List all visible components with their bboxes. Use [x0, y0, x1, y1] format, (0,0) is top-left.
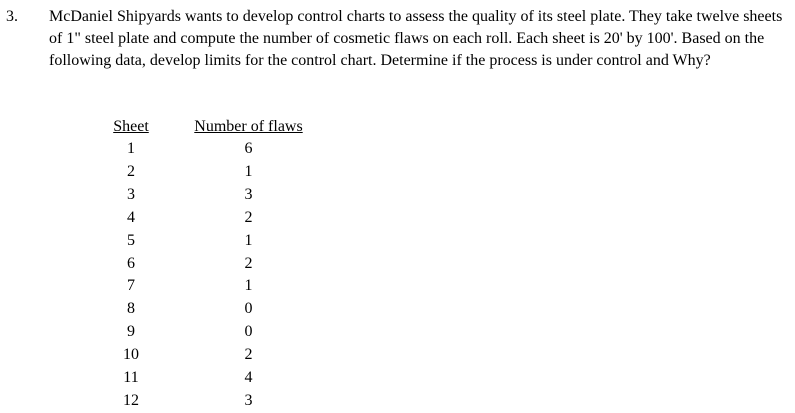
- sheet-cell: 8: [127, 300, 135, 318]
- sheet-cell: 7: [127, 277, 135, 295]
- sheet-cell: 1: [127, 140, 135, 157]
- sheet-column-header: Sheet: [113, 118, 149, 135]
- flaws-cell: 0: [244, 300, 253, 318]
- table-row: [106, 298, 314, 321]
- problem-text: McDaniel Shipyards wants to develop control charts to assess the quality of its steel plate. They take twelve sheets of 1" steel plate and compute the number of cosmetic flaws on each roll. Each sheet is 20' by 100'. Based on the following data, develop limits for the control chart. Determine if the process is under control and Why?: [49, 8, 783, 69]
- flaws-data-table: [106, 116, 314, 413]
- table-row: [106, 344, 314, 367]
- table-body: [106, 138, 314, 413]
- flaws-cell: 2: [244, 208, 253, 226]
- table-row: [106, 390, 314, 413]
- flaws-cell: 1: [244, 277, 253, 295]
- problem-number: 3.: [6, 8, 18, 25]
- flaws-cell: 6: [244, 140, 253, 157]
- flaws-cell: 1: [244, 162, 253, 180]
- table-row: [106, 367, 314, 390]
- flaws-cell: 2: [244, 254, 253, 272]
- table-row: [106, 138, 314, 161]
- table-header-row: [106, 116, 314, 138]
- sheet-cell: 4: [127, 208, 135, 226]
- table-row: [106, 230, 314, 253]
- flaws-column-header: Number of flaws: [194, 118, 303, 135]
- table-row: [106, 275, 314, 298]
- sheet-cell: 6: [127, 254, 135, 272]
- sheet-cell: 3: [127, 185, 135, 203]
- sheet-cell: 5: [127, 231, 135, 249]
- flaws-cell: 1: [244, 231, 253, 249]
- flaws-cell: 3: [244, 391, 253, 409]
- sheet-cell: 12: [123, 391, 139, 409]
- table-row: [106, 161, 314, 184]
- flaws-cell: 3: [244, 185, 253, 203]
- table-row: [106, 184, 314, 207]
- sheet-cell: 11: [123, 369, 139, 387]
- table-row: [106, 207, 314, 230]
- sheet-cell: 9: [127, 323, 135, 341]
- flaws-cell: 2: [244, 346, 253, 364]
- flaws-cell: 0: [244, 323, 253, 341]
- table-row: [106, 253, 314, 276]
- table-row: [106, 321, 314, 344]
- sheet-cell: 10: [123, 346, 139, 364]
- sheet-cell: 2: [127, 162, 135, 180]
- flaws-cell: 4: [244, 369, 253, 387]
